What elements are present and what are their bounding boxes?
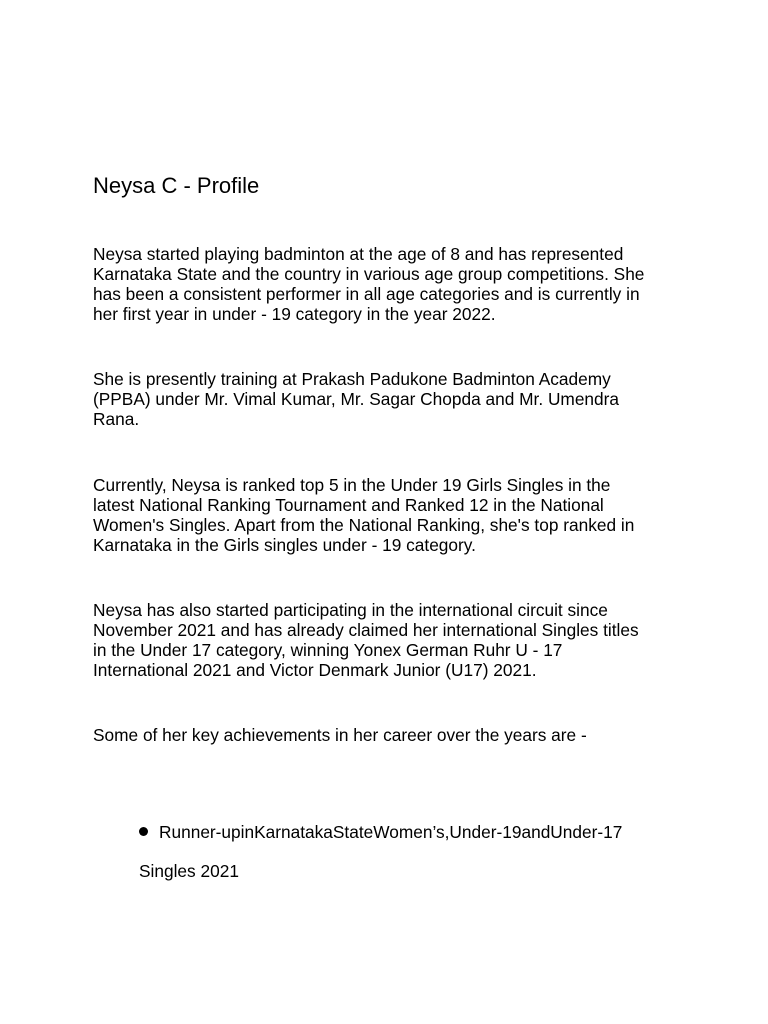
paragraph-international bbox=[93, 600, 639, 680]
paragraph-line: Karnataka in the Girls singles under - 19 category. bbox=[93, 535, 476, 555]
achievement-list-item bbox=[139, 822, 622, 842]
bullet-icon bbox=[139, 827, 148, 836]
achievement-text-continued: Singles 2021 bbox=[139, 861, 239, 881]
paragraph-line: November 2021 and has already claimed her international Singles titles bbox=[93, 620, 639, 640]
paragraph-line: She is presently training at Prakash Padukone Badminton Academy bbox=[93, 369, 611, 389]
paragraph-achievements-intro bbox=[93, 725, 587, 745]
paragraph-line: latest National Ranking Tournament and Ranked 12 in the National bbox=[93, 495, 604, 515]
paragraph-line: Karnataka State and the country in various age group competitions. She bbox=[93, 264, 645, 284]
achievement-text: Runner-upinKarnatakaStateWomen’s,Under-19andUnder-17 bbox=[159, 822, 623, 842]
paragraph-training bbox=[93, 369, 619, 429]
paragraph-line: in the Under 17 category, winning Yonex German Ruhr U - 17 bbox=[93, 640, 563, 660]
paragraph-ranking bbox=[93, 475, 634, 555]
paragraph-line: Some of her key achievements in her career over the years are - bbox=[93, 725, 587, 745]
document-title: Neysa C - Profile bbox=[93, 173, 260, 198]
paragraph-line: (PPBA) under Mr. Vimal Kumar, Mr. Sagar Chopda and Mr. Umendra bbox=[93, 389, 620, 409]
paragraph-intro bbox=[93, 244, 644, 324]
paragraph-line: her first year in under - 19 category in the year 2022. bbox=[93, 304, 496, 324]
paragraph-line: Neysa has also started participating in the international circuit since bbox=[93, 600, 608, 620]
paragraph-line: International 2021 and Victor Denmark Junior (U17) 2021. bbox=[93, 660, 537, 680]
paragraph-line: has been a consistent performer in all age categories and is currently in bbox=[93, 284, 640, 304]
paragraph-line: Currently, Neysa is ranked top 5 in the Under 19 Girls Singles in the bbox=[93, 475, 611, 495]
paragraph-line: Neysa started playing badminton at the age of 8 and has represented bbox=[93, 244, 624, 264]
paragraph-line: Women's Singles. Apart from the National Ranking, she's top ranked in bbox=[93, 515, 635, 535]
paragraph-line: Rana. bbox=[93, 409, 140, 429]
